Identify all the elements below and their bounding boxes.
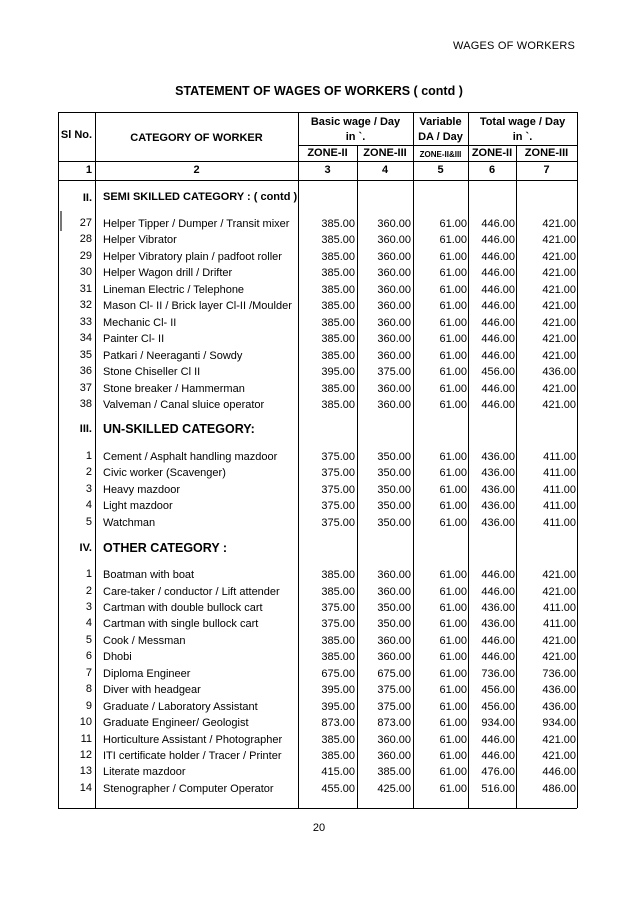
row-da: 61.00 — [439, 300, 467, 313]
row-sl-no: 2 — [85, 466, 92, 479]
colnum-4: 4 — [381, 164, 389, 176]
row-basic-zone3: 360.00 — [377, 398, 411, 411]
row-sl-no: 1 — [85, 450, 92, 462]
row-sl-no: 2 — [85, 584, 92, 597]
row-da: 61.00 — [439, 651, 467, 664]
row-da: 61.00 — [439, 333, 467, 346]
table-row — [0, 699, 638, 715]
table-row — [0, 715, 638, 731]
row-total-zone2: 516.00 — [481, 782, 515, 795]
row-category: Helper Vibratory plain / padfoot roller — [103, 250, 282, 263]
row-sl-no: 38 — [79, 397, 92, 410]
row-category: Valveman / Canal sluice operator — [103, 398, 265, 411]
row-total-zone2: 446.00 — [481, 316, 515, 329]
row-basic-zone2: 385.00 — [321, 651, 355, 664]
row-category: Patkari / Neeraganti / Sowdy — [103, 349, 243, 362]
row-da: 61.00 — [439, 618, 467, 631]
row-total-zone3: 486.00 — [542, 782, 576, 795]
row-total-zone2: 436.00 — [481, 500, 515, 513]
row-basic-zone2: 375.00 — [321, 601, 355, 614]
section-header — [0, 420, 638, 440]
row-total-zone3: 411.00 — [543, 500, 576, 513]
row-total-zone3: 421.00 — [542, 733, 576, 746]
table-row — [0, 781, 638, 797]
row-sl-no: 12 — [79, 749, 92, 761]
row-category: Painter Cl- II — [103, 333, 165, 346]
row-da: 61.00 — [439, 569, 467, 581]
row-basic-zone3: 360.00 — [377, 569, 411, 581]
table-row — [0, 764, 638, 780]
colnum-6: 6 — [488, 164, 496, 176]
row-basic-zone3: 425.00 — [377, 782, 411, 795]
row-total-zone3: 411.00 — [543, 601, 576, 614]
table-row — [0, 298, 638, 314]
row-total-zone3: 421.00 — [542, 218, 576, 230]
row-da: 61.00 — [439, 667, 467, 680]
row-da: 61.00 — [439, 684, 467, 697]
header-total-line2: in `. — [512, 131, 533, 143]
row-category: Heavy mazdoor — [103, 483, 181, 496]
row-basic-zone3: 385.00 — [377, 766, 411, 779]
page-number: 20 — [312, 822, 326, 834]
row-total-zone2: 446.00 — [481, 750, 515, 762]
row-total-zone2: 446.00 — [481, 267, 515, 280]
row-sl-no: 36 — [79, 365, 92, 377]
row-total-zone3: 421.00 — [542, 234, 576, 247]
row-basic-zone2: 395.00 — [321, 684, 355, 697]
row-da: 61.00 — [439, 766, 467, 779]
table-row — [0, 465, 638, 481]
row-sl-no: 3 — [85, 600, 92, 613]
row-basic-zone2: 385.00 — [321, 300, 355, 313]
row-category: Helper Vibrator — [103, 234, 177, 247]
row-total-zone3: 421.00 — [542, 750, 576, 762]
row-sl-no: 1 — [85, 568, 92, 580]
row-basic-zone2: 385.00 — [321, 250, 355, 263]
row-basic-zone3: 360.00 — [377, 634, 411, 647]
table-bottom-border — [58, 808, 577, 809]
row-total-zone3: 411.00 — [543, 618, 576, 631]
table-row — [0, 567, 638, 583]
row-da: 61.00 — [439, 382, 467, 395]
row-sl-no: 4 — [85, 499, 92, 512]
row-category: Stone Chiseller Cl II — [103, 366, 201, 378]
colnum-7: 7 — [543, 164, 550, 176]
row-basic-zone2: 385.00 — [321, 382, 355, 395]
row-da: 61.00 — [439, 267, 467, 280]
row-basic-zone3: 360.00 — [377, 585, 411, 598]
row-total-zone3: 411.00 — [543, 516, 576, 529]
table-row — [0, 616, 638, 632]
row-total-zone3: 411.00 — [543, 483, 576, 496]
row-total-zone3: 436.00 — [542, 366, 576, 378]
row-total-zone3: 421.00 — [542, 316, 576, 329]
header-zone-total-2: ZONE-II — [471, 147, 513, 159]
section-header — [0, 539, 638, 559]
row-category: Diver with headgear — [103, 684, 201, 697]
row-basic-zone3: 360.00 — [377, 349, 411, 362]
row-sl-no: 4 — [85, 617, 92, 630]
row-da: 61.00 — [439, 750, 467, 762]
row-total-zone3: 421.00 — [542, 382, 576, 395]
table-row — [0, 364, 638, 380]
row-total-zone2: 436.00 — [481, 451, 515, 463]
row-total-zone3: 436.00 — [542, 684, 576, 697]
colnum-bottom-border — [58, 180, 577, 181]
row-sl-no: 33 — [79, 315, 92, 328]
row-da: 61.00 — [439, 585, 467, 598]
row-category: Helper Wagon drill / Drifter — [103, 267, 233, 280]
row-sl-no: 14 — [79, 781, 92, 794]
header-zone-total-3: ZONE-III — [524, 147, 569, 159]
row-total-zone2: 446.00 — [481, 382, 515, 395]
row-total-zone2: 446.00 — [481, 234, 515, 247]
row-basic-zone2: 873.00 — [321, 717, 355, 729]
row-total-zone3: 421.00 — [542, 283, 576, 296]
row-total-zone3: 446.00 — [542, 766, 576, 779]
row-sl-no: 5 — [85, 633, 92, 646]
table-row — [0, 732, 638, 748]
table-row — [0, 482, 638, 498]
row-category: Mason Cl- II / Brick layer Cl-II /Moulder — [103, 300, 292, 313]
colnum-3: 3 — [324, 164, 331, 176]
row-category: Cartman with double bullock cart — [103, 601, 263, 614]
row-basic-zone2: 375.00 — [321, 483, 355, 496]
row-total-zone2: 446.00 — [481, 585, 515, 598]
row-sl-no: 27 — [79, 217, 92, 229]
row-sl-no: 29 — [79, 249, 92, 262]
table-row — [0, 265, 638, 281]
row-basic-zone2: 385.00 — [321, 333, 355, 346]
row-sl-no: 7 — [85, 666, 92, 679]
row-basic-zone2: 675.00 — [321, 667, 355, 680]
row-total-zone3: 421.00 — [542, 585, 576, 598]
page-title: STATEMENT OF WAGES OF WORKERS ( contd ) — [175, 84, 463, 98]
row-category: Boatman with boat — [103, 569, 195, 581]
row-category: Mechanic Cl- II — [103, 316, 177, 329]
header-sl-no: Sl No. — [60, 129, 93, 141]
row-basic-zone3: 375.00 — [377, 684, 411, 697]
running-header: WAGES OF WORKERS — [453, 40, 575, 52]
row-total-zone2: 436.00 — [481, 618, 515, 631]
section-title: OTHER CATEGORY : — [103, 541, 228, 555]
row-total-zone3: 421.00 — [542, 267, 576, 280]
row-da: 61.00 — [439, 218, 467, 230]
row-category: Stenographer / Computer Operator — [103, 782, 274, 795]
table-row — [0, 584, 638, 600]
row-da: 61.00 — [439, 782, 467, 795]
row-category: ITI certificate holder / Tracer / Printer — [103, 750, 282, 762]
row-total-zone3: 421.00 — [542, 398, 576, 411]
row-da: 61.00 — [439, 733, 467, 746]
row-category: Dhobi — [103, 651, 132, 664]
row-category: Civic worker (Scavenger) — [103, 467, 226, 480]
row-total-zone2: 456.00 — [481, 366, 515, 378]
row-sl-no: 8 — [85, 683, 92, 696]
header-total-line1: Total wage / Day — [479, 116, 566, 128]
row-basic-zone3: 360.00 — [377, 382, 411, 395]
row-category: Cook / Messman — [103, 634, 186, 647]
header-zone-da: ZONE-II&III — [419, 150, 462, 159]
table-row — [0, 381, 638, 397]
row-total-zone3: 421.00 — [542, 651, 576, 664]
row-da: 61.00 — [439, 451, 467, 463]
row-basic-zone2: 395.00 — [321, 700, 355, 713]
row-total-zone2: 446.00 — [481, 333, 515, 346]
row-category: Cement / Asphalt handling mazdoor — [103, 451, 278, 463]
row-total-zone2: 456.00 — [481, 700, 515, 713]
section-title: UN-SKILLED CATEGORY: — [103, 422, 255, 436]
row-basic-zone3: 360.00 — [377, 218, 411, 230]
row-total-zone2: 446.00 — [481, 250, 515, 263]
row-basic-zone2: 455.00 — [321, 782, 355, 795]
row-da: 61.00 — [439, 483, 467, 496]
row-basic-zone3: 360.00 — [377, 733, 411, 746]
row-basic-zone2: 385.00 — [321, 316, 355, 329]
row-total-zone2: 934.00 — [481, 717, 515, 729]
row-total-zone3: 436.00 — [542, 700, 576, 713]
zone-row-border — [298, 145, 577, 146]
row-total-zone2: 446.00 — [481, 569, 515, 581]
row-basic-zone3: 360.00 — [377, 651, 411, 664]
row-basic-zone2: 385.00 — [321, 267, 355, 280]
row-basic-zone3: 360.00 — [377, 750, 411, 762]
table-row — [0, 331, 638, 347]
row-category: Care-taker / conductor / Lift attender — [103, 585, 280, 598]
row-basic-zone2: 385.00 — [321, 218, 355, 230]
row-total-zone3: 736.00 — [542, 667, 576, 680]
row-basic-zone2: 375.00 — [321, 467, 355, 480]
row-total-zone2: 436.00 — [481, 483, 515, 496]
table-row — [0, 232, 638, 248]
row-sl-no: 30 — [79, 266, 92, 279]
section-roman: IV. — [79, 542, 92, 554]
row-basic-zone3: 375.00 — [377, 700, 411, 713]
row-basic-zone2: 385.00 — [321, 349, 355, 362]
row-basic-zone3: 350.00 — [377, 451, 411, 463]
row-da: 61.00 — [439, 234, 467, 247]
row-da: 61.00 — [439, 467, 467, 480]
row-basic-zone3: 360.00 — [377, 250, 411, 263]
row-total-zone2: 436.00 — [481, 516, 515, 529]
row-da: 61.00 — [439, 349, 467, 362]
section-roman: II. — [82, 192, 92, 204]
header-bottom-border — [58, 161, 577, 162]
row-basic-zone2: 385.00 — [321, 283, 355, 296]
row-category: Light mazdoor — [103, 500, 173, 513]
table-row — [0, 348, 638, 364]
row-category: Lineman Electric / Telephone — [103, 283, 245, 296]
row-basic-zone3: 350.00 — [377, 618, 411, 631]
row-basic-zone2: 385.00 — [321, 234, 355, 247]
header-category: CATEGORY OF WORKER — [130, 132, 263, 144]
header-variable-line2: DA / Day — [418, 131, 463, 143]
row-sl-no: 5 — [85, 515, 92, 528]
row-basic-zone2: 385.00 — [321, 585, 355, 598]
row-total-zone2: 446.00 — [481, 398, 515, 411]
row-basic-zone3: 360.00 — [377, 267, 411, 280]
row-sl-no: 32 — [79, 299, 92, 312]
colnum-5: 5 — [437, 164, 444, 176]
row-basic-zone3: 350.00 — [377, 601, 411, 614]
table-row — [0, 282, 638, 298]
row-basic-zone2: 395.00 — [321, 366, 355, 378]
row-total-zone3: 411.00 — [543, 451, 576, 463]
header-zone-basic-3: ZONE-III — [363, 147, 407, 159]
row-total-zone2: 456.00 — [481, 684, 515, 697]
row-basic-zone2: 375.00 — [321, 500, 355, 513]
row-basic-zone3: 350.00 — [377, 500, 411, 513]
row-da: 61.00 — [439, 634, 467, 647]
row-total-zone2: 446.00 — [481, 634, 515, 647]
row-basic-zone3: 360.00 — [377, 300, 411, 313]
row-basic-zone3: 350.00 — [377, 483, 411, 496]
row-da: 61.00 — [439, 398, 467, 411]
row-total-zone3: 421.00 — [542, 634, 576, 647]
row-total-zone2: 446.00 — [481, 349, 515, 362]
table-row — [0, 449, 638, 465]
header-basic-line1: Basic wage / Day — [310, 116, 401, 128]
row-category: Graduate Engineer/ Geologist — [103, 717, 249, 729]
row-total-zone2: 736.00 — [481, 667, 515, 680]
row-total-zone2: 446.00 — [481, 733, 515, 746]
row-category: Stone breaker / Hammerman — [103, 382, 245, 395]
row-sl-no: 31 — [79, 282, 92, 295]
table-row — [0, 216, 638, 232]
row-total-zone3: 421.00 — [542, 569, 576, 581]
header-basic-line2: in `. — [345, 131, 366, 143]
row-da: 61.00 — [439, 283, 467, 296]
row-da: 61.00 — [439, 516, 467, 529]
row-sl-no: 37 — [79, 381, 92, 394]
row-category: Helper Tipper / Dumper / Transit mixer — [103, 218, 290, 230]
table-row — [0, 397, 638, 413]
colnum-2: 2 — [193, 164, 200, 176]
row-basic-zone2: 375.00 — [321, 516, 355, 529]
row-da: 61.00 — [439, 250, 467, 263]
row-basic-zone2: 385.00 — [321, 569, 355, 581]
row-sl-no: 13 — [79, 765, 92, 778]
row-total-zone3: 934.00 — [542, 717, 576, 729]
row-sl-no: 34 — [79, 332, 92, 345]
table-row — [0, 682, 638, 698]
row-basic-zone3: 375.00 — [377, 366, 411, 378]
row-total-zone2: 446.00 — [481, 651, 515, 664]
row-basic-zone2: 415.00 — [321, 766, 355, 779]
colnum-1: 1 — [85, 164, 92, 176]
table-row — [0, 600, 638, 616]
row-basic-zone3: 360.00 — [377, 333, 411, 346]
row-sl-no: 3 — [85, 482, 92, 495]
row-basic-zone3: 675.00 — [377, 667, 411, 680]
row-total-zone2: 436.00 — [481, 601, 515, 614]
row-basic-zone3: 360.00 — [377, 234, 411, 247]
row-category: Cartman with single bullock cart — [103, 618, 259, 631]
row-basic-zone3: 350.00 — [377, 516, 411, 529]
row-basic-zone2: 385.00 — [321, 750, 355, 762]
table-top-border — [58, 112, 577, 113]
row-total-zone2: 446.00 — [481, 283, 515, 296]
row-basic-zone2: 385.00 — [321, 733, 355, 746]
row-da: 61.00 — [439, 601, 467, 614]
row-basic-zone2: 375.00 — [321, 618, 355, 631]
row-da: 61.00 — [439, 366, 467, 378]
row-sl-no: 6 — [85, 650, 92, 663]
row-basic-zone2: 385.00 — [321, 634, 355, 647]
table-row — [0, 315, 638, 331]
row-sl-no: 11 — [80, 732, 92, 745]
table-row — [0, 515, 638, 531]
row-da: 61.00 — [439, 717, 467, 729]
table-row — [0, 249, 638, 265]
row-da: 61.00 — [439, 316, 467, 329]
row-category: Graduate / Laboratory Assistant — [103, 700, 258, 713]
row-sl-no: 9 — [85, 699, 92, 712]
row-basic-zone3: 873.00 — [377, 717, 411, 729]
row-total-zone3: 421.00 — [542, 300, 576, 313]
header-zone-basic-2: ZONE-II — [307, 147, 348, 159]
row-sl-no: 10 — [79, 716, 92, 728]
row-total-zone2: 446.00 — [481, 300, 515, 313]
table-row — [0, 633, 638, 649]
row-category: Literate mazdoor — [103, 766, 186, 779]
row-sl-no: 28 — [79, 233, 92, 246]
row-basic-zone2: 385.00 — [321, 398, 355, 411]
row-total-zone2: 436.00 — [481, 467, 515, 480]
row-da: 61.00 — [439, 700, 467, 713]
row-total-zone3: 421.00 — [542, 333, 576, 346]
row-total-zone3: 421.00 — [542, 250, 576, 263]
row-total-zone3: 421.00 — [542, 349, 576, 362]
table-row — [0, 498, 638, 514]
row-da: 61.00 — [439, 500, 467, 513]
row-category: Diploma Engineer — [103, 667, 191, 680]
section-title: SEMI SKILLED CATEGORY : ( contd ) — [103, 191, 298, 203]
section-roman: III. — [79, 423, 92, 435]
row-basic-zone2: 375.00 — [321, 451, 355, 463]
row-basic-zone3: 350.00 — [377, 467, 411, 480]
row-category: Watchman — [103, 516, 156, 529]
row-total-zone2: 446.00 — [481, 218, 515, 230]
row-basic-zone3: 360.00 — [377, 283, 411, 296]
row-total-zone3: 411.00 — [543, 467, 576, 480]
table-row — [0, 666, 638, 682]
row-total-zone2: 476.00 — [481, 766, 515, 779]
row-category: Horticulture Assistant / Photographer — [103, 733, 283, 746]
table-row — [0, 748, 638, 764]
row-basic-zone3: 360.00 — [377, 316, 411, 329]
row-sl-no: 35 — [79, 348, 92, 361]
table-row — [0, 649, 638, 665]
header-variable-line1: Variable — [419, 116, 462, 128]
section-header — [0, 189, 638, 209]
